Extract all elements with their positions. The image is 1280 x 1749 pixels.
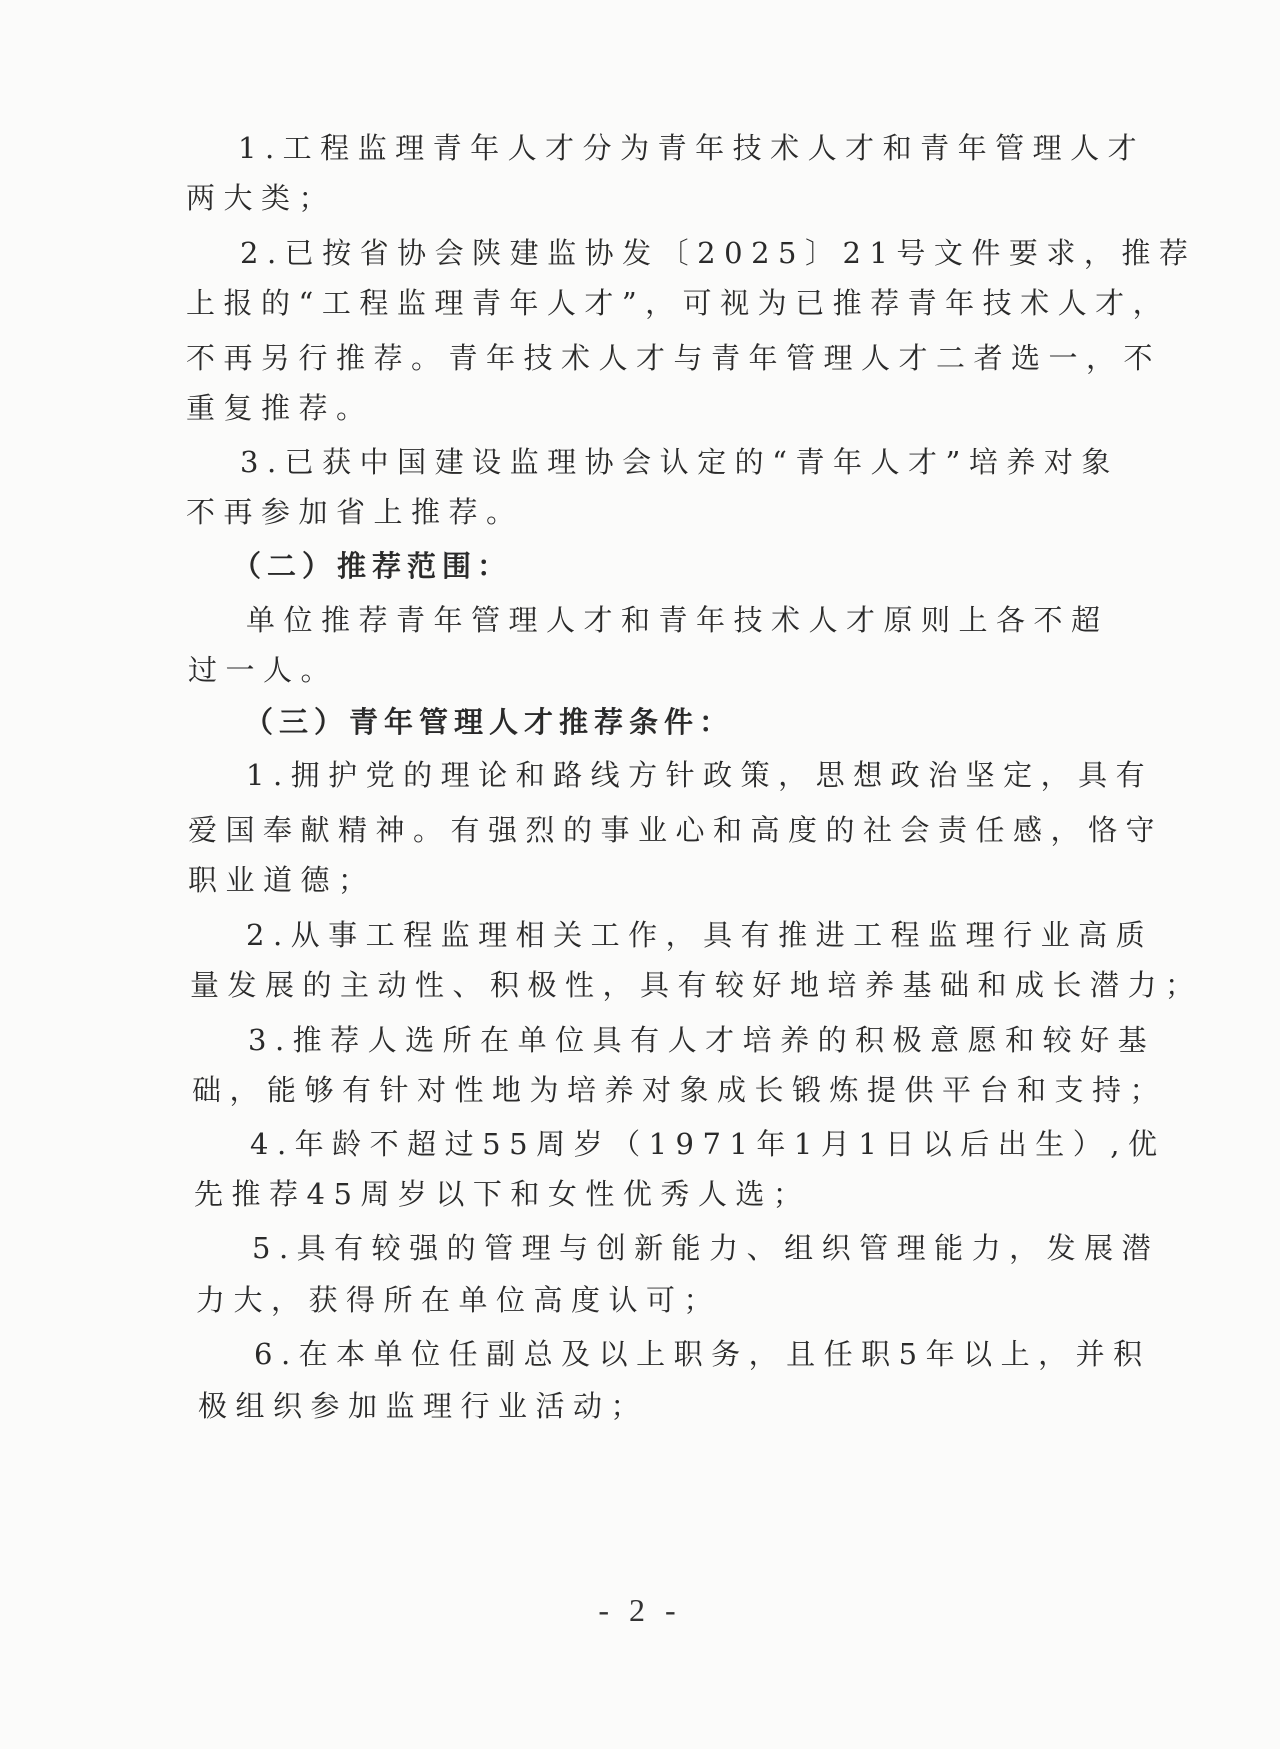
list-item-2-cont-2: 不再另行推荐。青年技术人才与青年管理人才二者选一，不 [186,341,1162,375]
condition-item-3: 3.推荐人选所在单位具有人才培养的积极意愿和较好基 [248,1023,1156,1057]
list-item-1-cont: 两大类； [186,181,337,215]
section-heading-2: （二）推荐范围： [232,549,513,583]
condition-item-1-cont-2: 职业道德； [188,863,376,897]
condition-item-6: 6.在本单位任副总及以上职务，且任职5年以上，并积 [254,1337,1151,1371]
condition-item-4-cont: 先推荐45周岁以下和女性优秀人选； [194,1177,811,1211]
condition-item-5-cont: 力大，获得所在单位高度认可； [196,1283,722,1317]
section-heading-3: （三）青年管理人才推荐条件： [244,705,735,739]
list-item-3: 3.已获中国建设监理协会认定的“青年人才”培养对象 [240,445,1119,479]
condition-item-5: 5.具有较强的管理与创新能力、组织管理能力，发展潜 [252,1231,1160,1265]
condition-item-1-cont-1: 爱国奉献精神。有强烈的事业心和高度的社会责任感，恪守 [188,813,1164,847]
list-item-2-cont-1: 上报的“工程监理青年人才”，可视为已推荐青年技术人才， [186,286,1171,320]
page-number: - 2 - [598,1592,682,1628]
paragraph-scope-cont: 过一人。 [188,653,339,687]
condition-item-3-cont: 础，能够有针对性地为培养对象成长锻炼提供平台和支持； [192,1073,1168,1107]
condition-item-4: 4.年龄不超过55周岁（1971年1月1日以后出生）,优 [250,1127,1166,1161]
list-item-3-cont: 不再参加省上推荐。 [186,495,524,529]
paragraph-scope: 单位推荐青年管理人才和青年技术人才原则上各不超 [246,603,1109,637]
list-item-1: 1.工程监理青年人才分为青年技术人才和青年管理人才 [238,131,1146,165]
list-item-2-cont-3: 重复推荐。 [186,391,374,425]
condition-item-2: 2.从事工程监理相关工作，具有推进工程监理行业高质 [246,918,1154,952]
condition-item-1: 1.拥护党的理论和路线方针政策，思想政治坚定，具有 [246,758,1154,792]
condition-item-2-cont: 量发展的主动性、积极性，具有较好地培养基础和成长潜力； [190,968,1203,1002]
list-item-2: 2.已按省协会陕建监协发〔2025〕21号文件要求，推荐 [240,236,1197,270]
condition-item-6-cont: 极组织参加监理行业活动； [198,1389,649,1423]
